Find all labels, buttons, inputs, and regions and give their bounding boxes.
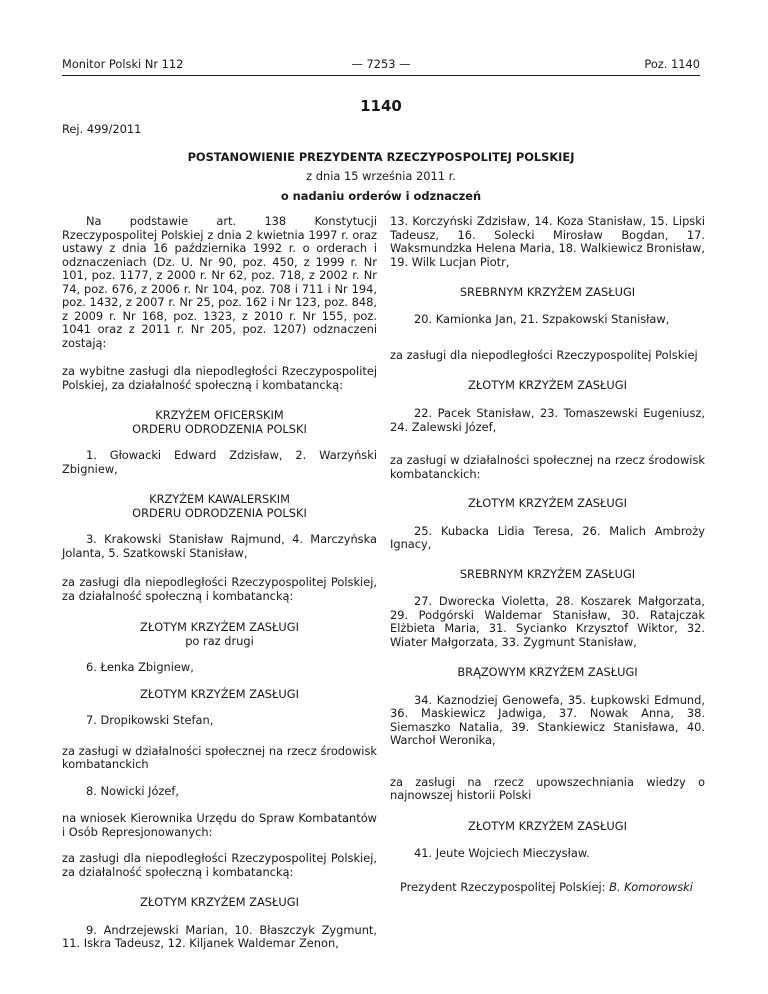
reason-text: na wniosek Kierownika Urzędu do Spraw Kombatantów i Osób Represjonowanych: [62, 811, 377, 839]
award-heading: ZŁOTYM KRZYŻEM ZASŁUGI [468, 818, 627, 833]
header-position: Poz. 1140 [644, 57, 700, 71]
award-heading: ZŁOTYM KRZYŻEM ZASŁUGI [468, 377, 627, 392]
recipients-list: 3. Krakowski Stanisław Rajmund, 4. Marczyńska Jolanta, 5. Szatkowski Stanisław, [62, 532, 377, 560]
signature-name: B. Komorowski [609, 879, 693, 894]
signature-label: Prezydent Rzeczypospolitej Polskiej: [400, 879, 606, 894]
recipients-list: 8. Nowicki Józef, [86, 783, 180, 798]
document-title: POSTANOWIENIE PREZYDENTA RZECZYPOSPOLITEJ POLSKIEJ [187, 150, 575, 164]
recipients-list: 25. Kubacka Lidia Teresa, 26. Malich Ambroży Ignacy, [390, 523, 705, 551]
recipients-list: 20. Kamionka Jan, 21. Szpakowski Stanisław, [414, 311, 670, 326]
award-heading: BRĄZOWYM KRZYŻEM ZASŁUGI [457, 665, 638, 679]
signature-line [390, 881, 705, 895]
reason-text: za wybitne zasługi dla niepodległości Rzeczypospolitej Polskiej, za działalność społeczną i kombatancką: [62, 364, 377, 392]
reason-text: za zasługi na rzecz upowszechniania wiedzy o najnowszej historii Polski [390, 774, 705, 802]
reason-text: za zasługi dla niepodległości Rzeczypospolitej Polskiej, za działalność społeczną i kombatancką: [62, 575, 377, 603]
recipients-list: 9. Andrzejewski Marian, 10. Błaszczyk Zygmunt, 11. Iskra Tadeusz, 12. Kiljanek Waldemar Zenon, [62, 922, 377, 950]
recipients-list: 41. Jeute Wojciech Mieczysław. [414, 846, 590, 860]
recipients-list: 13. Korczyński Zdzisław, 14. Koza Stanisław, 15. Lipski Tadeusz, 16. Solecki Mirosław Bogdan, 17. Waksmundzka Helena Maria, 18. Walkiewicz Bronisław, 19. Wilk Lucjan Piotr, [390, 214, 705, 269]
header-rule [62, 75, 700, 76]
award-heading: SREBRNYM KRZYŻEM ZASŁUGI [459, 566, 636, 581]
award-heading: ZŁOTYM KRZYŻEM ZASŁUGI [468, 496, 627, 510]
document-date: z dnia 15 września 2011 r. [306, 169, 456, 183]
award-heading: KRZYŻEM KAWALERSKIM ORDERU ODRODZENIA POLSKI [132, 492, 307, 520]
award-heading: SREBRNYM KRZYŻEM ZASŁUGI [459, 285, 636, 299]
header-page-number: — 7253 — [351, 57, 411, 71]
award-heading: ZŁOTYM KRZYŻEM ZASŁUGI [140, 895, 299, 909]
document-subject: o nadaniu orderów i odznaczeń [280, 189, 482, 203]
registry-number: Rej. 499/2011 [62, 122, 142, 136]
award-heading: KRZYŻEM OFICERSKIM ORDERU ODRODZENIA POLSKI [132, 408, 307, 436]
recipients-list: 27. Dworecka Violetta, 28. Koszarek Małgorzata, 29. Podgórski Waldemar Stanisław, 30. Ratajczak Elżbieta Maria, 31. Sycianko Krzysztof Wiktor, 32. Wiater Małgorzata, 33. Zygmunt Stanisław, [390, 594, 705, 649]
reason-text: za zasługi w działalności społecznej na rzecz środowisk kombatanckich [62, 743, 377, 771]
reason-text: za zasługi w działalności społecznej na rzecz środowisk kombatanckich: [390, 453, 705, 481]
header-journal: Monitor Polski Nr 112 [62, 57, 184, 71]
award-heading: ZŁOTYM KRZYŻEM ZASŁUGI [140, 686, 299, 701]
document-number: 1140 [360, 97, 402, 115]
recipients-list: 34. Kaznodziej Genowefa, 35. Łupkowski Edmund, 36. Maskiewicz Jadwiga, 37. Nowak Anna, 38. Siemaszko Natalia, 39. Stankiewicz Stanisława, 40. Warchoł Weronika, [390, 692, 705, 747]
reason-text: za zasługi dla niepodległości Rzeczypospolitej Polskiej [390, 348, 698, 362]
award-heading: ZŁOTYM KRZYŻEM ZASŁUGI [140, 620, 299, 634]
right-column [390, 215, 705, 894]
recipients-list: 1. Głowacki Edward Zdzisław, 2. Warzyński Zbigniew, [62, 448, 377, 476]
recipients-list: 22. Pacek Stanisław, 23. Tomaszewski Eugeniusz, 24. Zalewski Józef, [390, 406, 705, 434]
legal-basis: Na podstawie art. 138 Konstytucji Rzeczypospolitej Polskiej z dnia 2 kwietnia 1997 r. oraz ustawy z dnia 16 października 1992 r. o orderach i odznaczeniach (Dz. U. Nr 90, poz. 450, z 1999 r. Nr 101, poz. 1177, z 2000 r. Nr 62, poz. 718, z 2002 r. Nr 74, poz. 676, z 2006 r. Nr 104, poz. 708 i 711 i Nr 194, poz. 1432, z 2007 r. Nr 25, poz. 162 i Nr 123, poz. 848, z 2009 r. Nr 168, poz. 1323, z 2010 r. Nr 155, poz. 1041 oraz z 2011 r. Nr 205, poz. 1207) odznaczeni zostają: [62, 214, 377, 350]
reason-text: za zasługi dla niepodległości Rzeczypospolitej Polskiej, za działalność społeczną i kombatancką: [62, 851, 377, 879]
recipients-list: 6. Łenka Zbigniew, [86, 660, 194, 674]
left-column [62, 215, 377, 951]
recipients-list: 7. Dropikowski Stefan, [86, 713, 214, 727]
award-subheading: po raz drugi [185, 633, 254, 648]
